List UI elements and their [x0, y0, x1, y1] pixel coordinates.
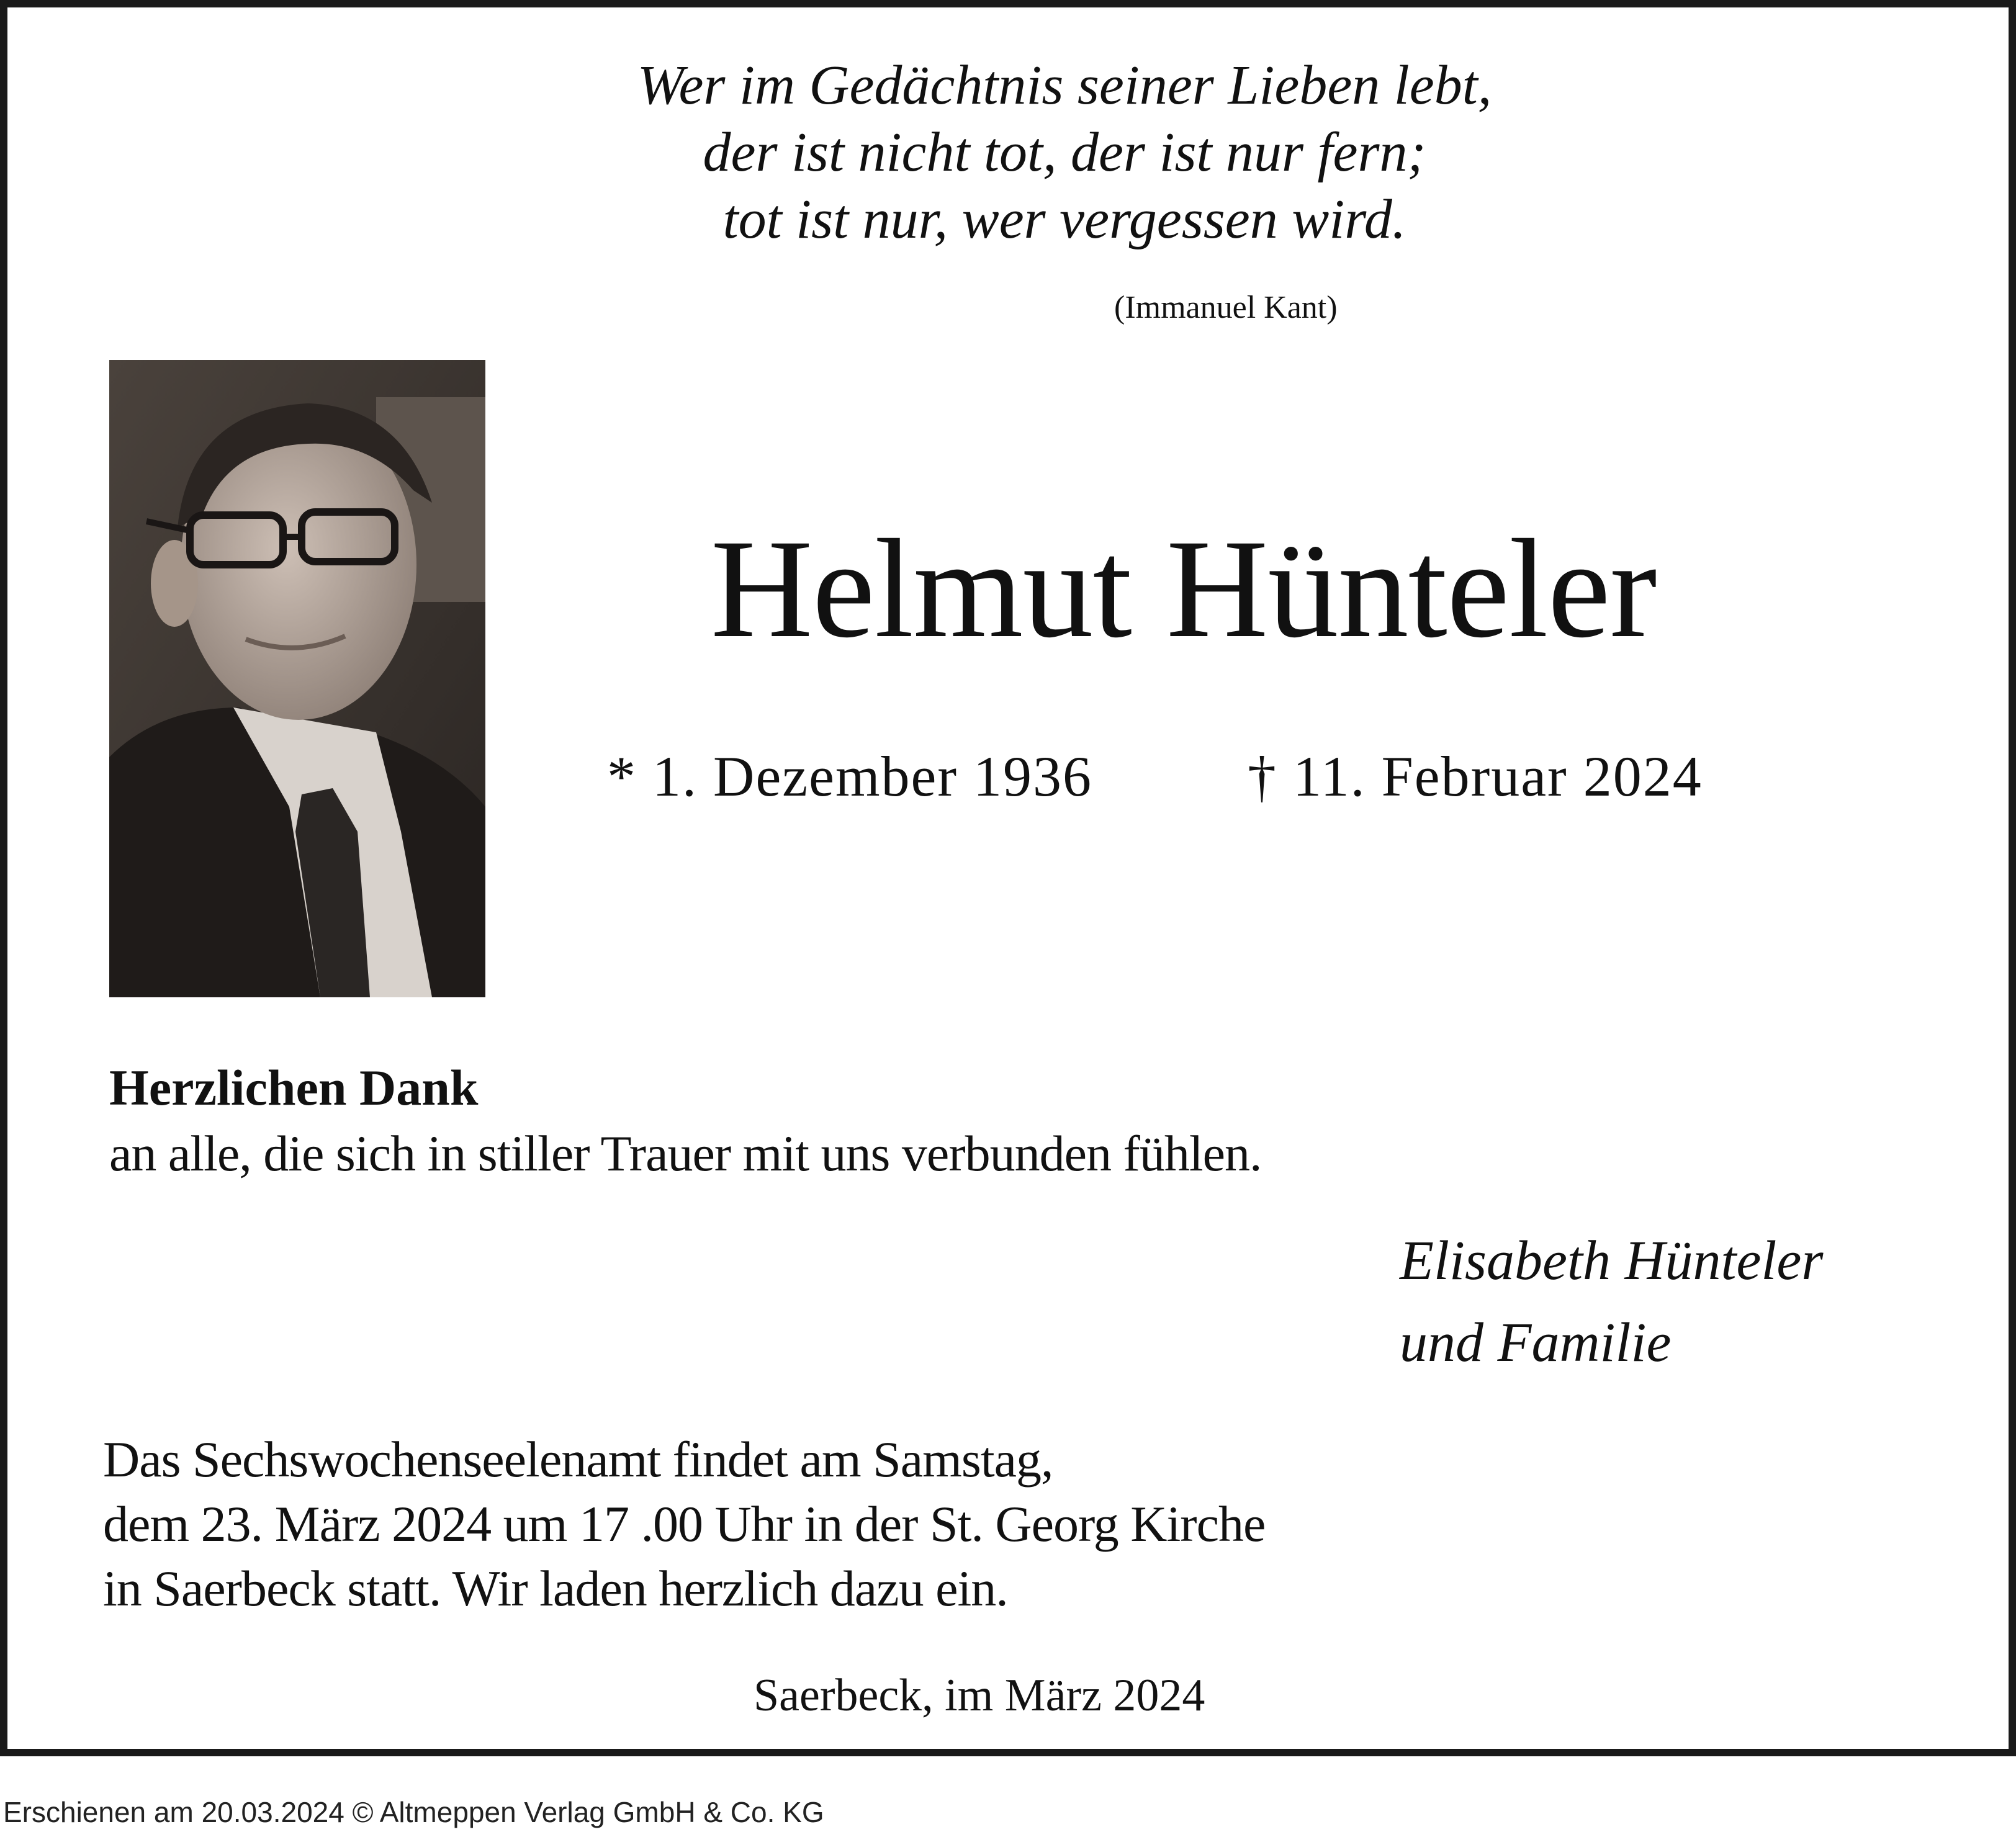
death-date: † 11. Februar 2024: [1248, 745, 1703, 808]
deceased-name: Helmut Hünteler: [711, 511, 1657, 667]
signer-family: und Familie: [1400, 1312, 1672, 1373]
service-line: dem 23. März 2024 um 17 .00 Uhr in der St. Georg Kirche: [103, 1496, 1266, 1552]
thanks-heading: Herzlichen Dank: [109, 1059, 479, 1116]
birth-date: * 1. Dezember 1936: [607, 745, 1092, 808]
service-line: Das Sechswochenseelenamt findet am Samstag,: [103, 1431, 1053, 1488]
place-and-date: Saerbeck, im März 2024: [754, 1670, 1205, 1721]
portrait-photo: [109, 360, 485, 997]
quote-line: der ist nicht tot, der ist nur fern;: [703, 122, 1426, 183]
service-line: in Saerbeck statt. Wir laden herzlich dazu ein.: [103, 1560, 1008, 1617]
quote-line: Wer im Gedächtnis seiner Lieben lebt,: [637, 55, 1492, 116]
kant-quote: [0, 52, 2016, 253]
quote-line: tot ist nur, wer vergessen wird.: [722, 189, 1406, 250]
thanks-text: an alle, die sich in stiller Trauer mit uns verbunden fühlen.: [109, 1125, 1262, 1182]
quote-source: (Immanuel Kant): [1114, 290, 1338, 325]
publication-footer: Erschienen am 20.03.2024 © Altmeppen Verlag GmbH & Co. KG: [3, 1796, 824, 1828]
memorial-service-info: [103, 1427, 1265, 1621]
signer-name: Elisabeth Hünteler: [1400, 1230, 1824, 1291]
